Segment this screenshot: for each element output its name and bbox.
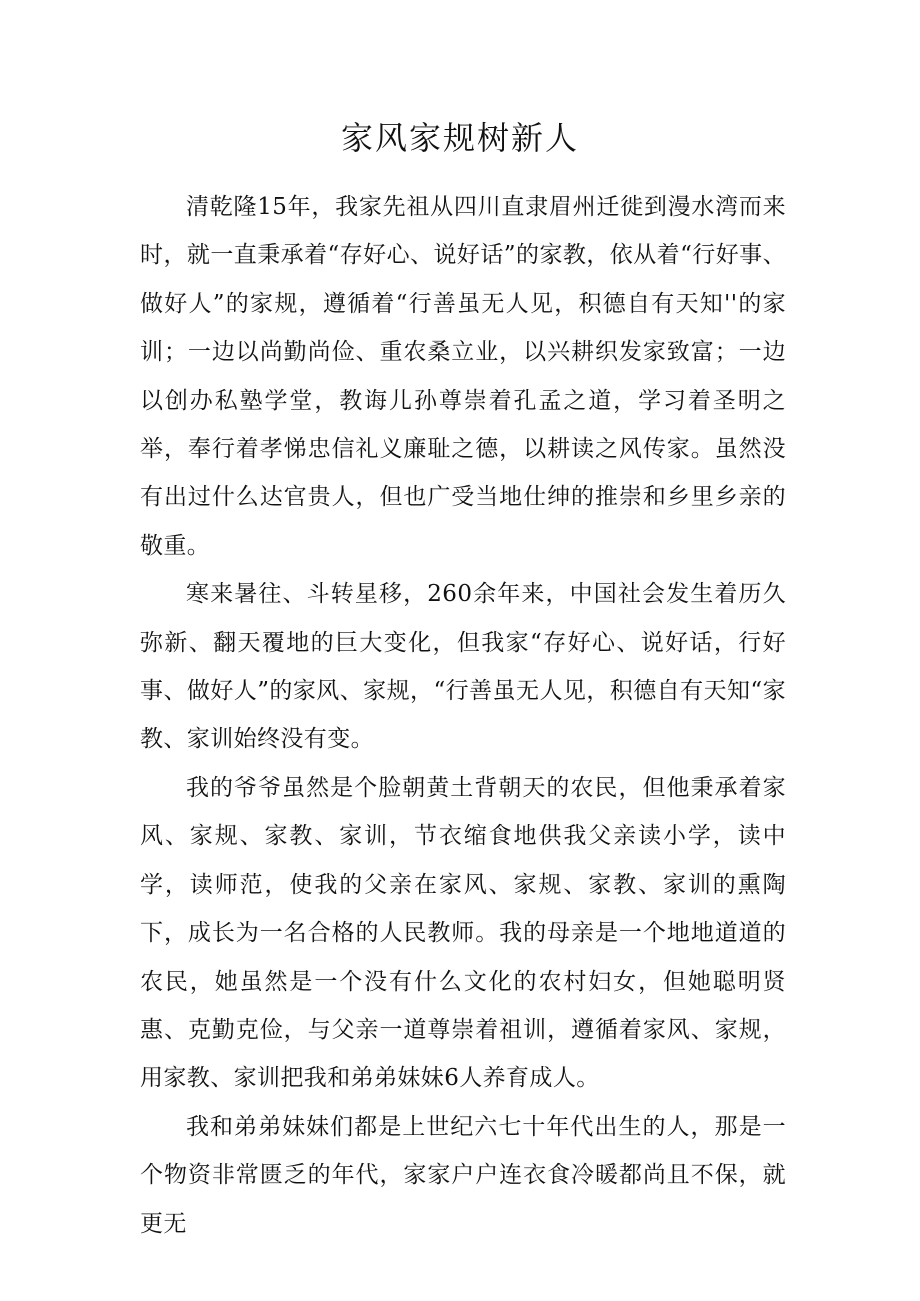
- paragraph-4: 我和弟弟妹妹们都是上世纪六七十年代出生的人，那是一个物资非常匮乏的年代，家家户户连衣食冷暖都尚且不保，就更无: [140, 1113, 786, 1237]
- document-body: [140, 183, 786, 1248]
- paragraph-3: 我的爷爷虽然是个脸朝黄土背朝天的农民，但他秉承着家风、家规、家教、家训，节衣缩食地供我父亲读小学，读中学，读师范，使我的父亲在家风、家规、家教、家训的熏陶下，成长为一名合格的人民教师。我的母亲是一个地地道道的农民，她虽然是一个没有什么文化的农村妇女，但她聪明贤惠、克勤克俭，与父亲一道尊崇着祖训，遵循着家风、家规，用家教、家训把我和弟弟妹妹6人养育成人。: [140, 774, 786, 1092]
- paragraph-1: 清乾隆15年，我家先祖从四川直隶眉州迁徙到漫水湾而来时，就一直秉承着“存好心、说好话”的家教，依从着“行好事、做好人”的家规，遵循着“行善虽无人见，积德自有天知''的家训；一边以尚勤尚俭、重农桑立业，以兴耕织发家致富；一边以创办私塾学堂，教诲儿孙尊崇着孔孟之道，学习着圣明之举，奉行着孝悌忠信礼义廉耻之德，以耕读之风传家。虽然没有出过什么达官贵人，但也广受当地仕绅的推崇和乡里乡亲的敬重。: [140, 194, 786, 559]
- paragraph-2: 寒来暑往、斗转星移，260余年来，中国社会发生着历久弥新、翻天覆地的巨大变化，但我家“存好心、说好话，行好事、做好人”的家风、家规，“行善虽无人见，积德自有天知“家教、家训始终没有变。: [140, 581, 786, 753]
- document-title: 家风家规树新人: [340, 119, 579, 157]
